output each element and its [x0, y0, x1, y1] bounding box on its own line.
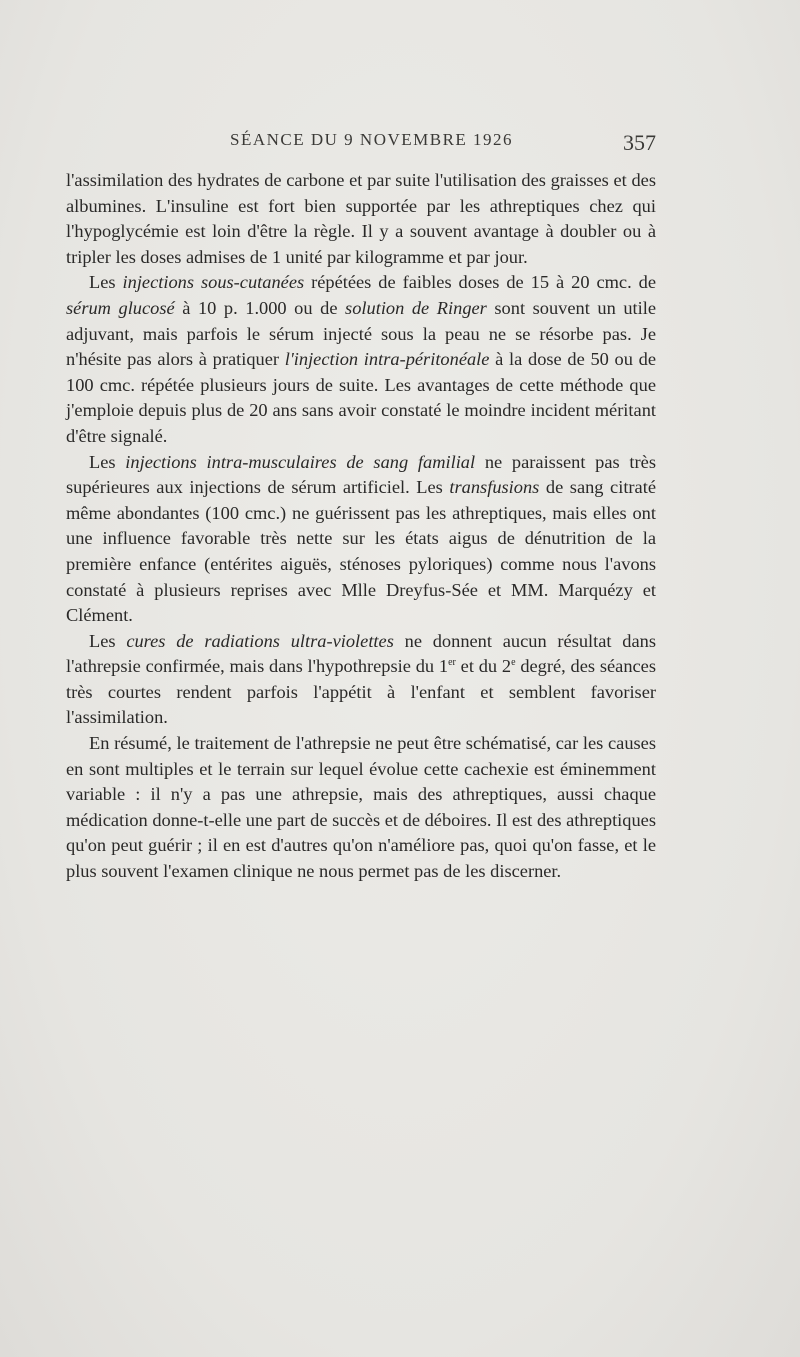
paragraph-1	[66, 168, 656, 270]
paragraph-3	[66, 450, 656, 629]
italic-text: l'injection intra-péritonéale	[284, 349, 490, 370]
paragraph-4	[66, 629, 656, 731]
text-run: degré, des séances très courtes rendent parfois l'appétit à l'enfant et semblent favoriser l'assimilation.	[66, 656, 657, 728]
text-run: sont souvent un utile adjuvant, mais parfois le sérum injecté sous la peau ne se résorbe pas. Je n'hésite pas alors à pratiquer	[66, 297, 657, 370]
running-title: SÉANCE DU 9 NOVEMBRE 1926	[230, 130, 514, 149]
text-run: l'assimilation des hydrates de carbone et par suite l'utilisation des graisses et des albumines. L'insuline est fort bien supportée par les athreptiques chez qui l'hypoglycémie est loin d'être la règle. Il y a souvent avantage à doubler ou à tripler les doses admises de 1 unité par kilogramme et par jour.	[66, 170, 656, 267]
text-run: répétées de faibles doses de 15 à 20 cmc. de	[304, 272, 656, 293]
italic-text: injections sous-cutanées	[122, 272, 305, 293]
italic-text: cures de radiations ultra-violettes	[126, 630, 394, 651]
superscript: e	[511, 657, 516, 669]
body-text	[66, 168, 656, 885]
italic-text: injections intra-musculaires de sang familial	[125, 451, 476, 472]
paragraph-2	[66, 270, 656, 449]
italic-text: transfusions	[449, 477, 540, 498]
text-run: ne donnent aucun résultat dans l'athrepsie confirmée, mais dans l'hypothrepsie du 1	[66, 630, 656, 677]
page-header	[66, 126, 656, 156]
italic-text: sérum glucosé	[66, 297, 175, 318]
superscript: er	[448, 657, 456, 669]
page-number: 357	[623, 130, 656, 155]
text-run: et du 2	[455, 656, 512, 677]
text-run: Les	[89, 272, 123, 293]
text-run: Les	[89, 451, 126, 472]
text-run: En résumé, le traitement de l'athrepsie ne peut être schématisé, car les causes en sont multiples et le terrain sur lequel évolue cette cachexie est éminemment variable : il n'y a pas une athrepsie, mais des athreptiques, aussi chaque médication donne-t-elle une part de succès et de déboires. Il est des athreptiques qu'on peut guérir ; il en est d'autres qu'on n'améliore pas, quoi qu'on fasse, et le plus souvent l'examen clinique ne nous permet pas de les discerner.	[66, 733, 656, 882]
italic-text: solution de Ringer	[345, 297, 487, 318]
text-run: à la dose de 50 ou de 100 cmc. répétée plusieurs jours de suite. Les avantages de cette méthode que j'emploie depuis plus de 20 ans sans avoir constaté le moindre incident méritant d'être signalé.	[66, 349, 657, 446]
text-run: Les	[89, 630, 127, 651]
text-run: à 10 p. 1.000 ou de	[174, 297, 346, 318]
paragraph-5	[66, 731, 656, 885]
text-run: ne paraissent pas très supérieures aux injections de sérum artificiel. Les	[66, 451, 656, 498]
text-run: de sang citraté même abondantes (100 cmc.) ne guérissent pas les athreptiques, mais elles ont une influence favorable très nette sur les états aigus de dénutrition de la première enfance (entérites aiguës, sténoses pyloriques) comme nous l'avons constaté à plusieurs reprises avec Mlle Dreyfus-Sée et MM. Marquézy et Clément.	[66, 477, 656, 626]
